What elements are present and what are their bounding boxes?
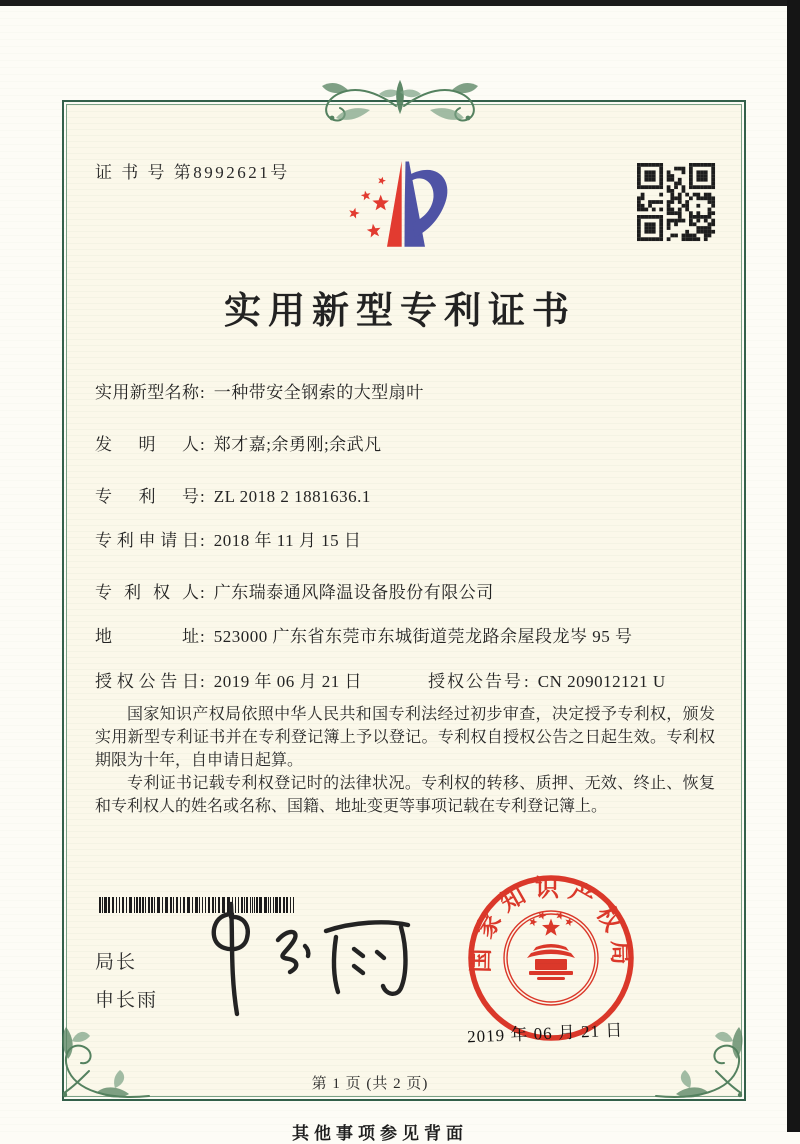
- field-value: 广东瑞泰通风降温设备股份有限公司: [213, 583, 494, 602]
- colon: :: [200, 627, 205, 646]
- field-row-patentee: [95, 578, 494, 603]
- colon: :: [200, 435, 205, 454]
- field-row-grant: [95, 667, 715, 692]
- signature-shen-changyu: [202, 900, 437, 1022]
- scan-edge-right: [787, 0, 800, 1132]
- field-row-filing-date: [95, 526, 361, 551]
- field-value: ZL 2018 2 1881636.1: [213, 487, 371, 506]
- field-value: 2018 年 11 月 15 日: [213, 531, 362, 550]
- colon: :: [200, 487, 205, 506]
- field-label: 专利号: [95, 487, 199, 506]
- field-row-patent-number: [95, 482, 371, 507]
- grant-number: CN 209012121 U: [537, 672, 666, 691]
- field-label: 发明人: [95, 435, 199, 454]
- seal-text: 国家知识产权局: [468, 875, 634, 973]
- field-label: 授权公告号: [428, 672, 523, 691]
- qr-code: [637, 163, 715, 241]
- national-emblem-icon: [527, 944, 575, 980]
- certificate-number: 证 书 号 第8992621号: [95, 163, 290, 182]
- field-row-name: [95, 378, 424, 403]
- grant-date: 2019 年 06 月 21 日: [213, 672, 362, 691]
- signer-title: 局长: [95, 952, 138, 973]
- cnipa-logo-icon: [346, 155, 461, 260]
- colon: :: [200, 531, 205, 550]
- scan-edge-top: [0, 0, 800, 6]
- colon: :: [200, 383, 205, 402]
- field-label: 专利申请日: [95, 531, 199, 550]
- field-label: 授权公告日: [95, 672, 199, 691]
- signer-name: 申长雨: [95, 990, 159, 1011]
- grant-number-group: [428, 667, 666, 692]
- field-label: 实用新型名称: [95, 383, 199, 402]
- seal-date: 2019 年 06 月 21 日: [466, 1020, 624, 1047]
- legal-text: [95, 703, 715, 818]
- field-label: 专利权人: [95, 583, 199, 602]
- see-back-note: 其他事项参见背面: [292, 1124, 468, 1143]
- field-row-inventors: [95, 430, 382, 455]
- certificate-title: 实用新型专利证书: [224, 291, 576, 332]
- field-row-address: [95, 622, 632, 647]
- legal-paragraph-1: 国家知识产权局依照中华人民共和国专利法经过初步审查，决定授予专利权，颁发实用新型专利证书并在专利登记簿上予以登记。专利权自授权公告之日起生效。专利权期限为十年，自申请日起算。: [95, 706, 715, 769]
- colon: :: [524, 672, 529, 691]
- field-value: 郑才嘉;余勇刚;余武凡: [213, 435, 382, 454]
- colon: :: [200, 583, 205, 602]
- legal-paragraph-2: 专利证书记载专利权登记时的法律状况。专利权的转移、质押、无效、终止、恢复和专利权人的姓名或名称、国籍、地址变更等事项记载在专利登记簿上。: [95, 775, 715, 815]
- field-value: 一种带安全钢索的大型扇叶: [213, 383, 424, 402]
- page-number: 第 1 页 (共 2 页): [311, 1076, 429, 1092]
- field-value: 523000 广东省东莞市东城街道莞龙路余屋段龙岑 95 号: [213, 627, 633, 646]
- signer-block: [95, 944, 158, 1020]
- field-label: 地址: [95, 627, 199, 646]
- colon: :: [200, 672, 205, 691]
